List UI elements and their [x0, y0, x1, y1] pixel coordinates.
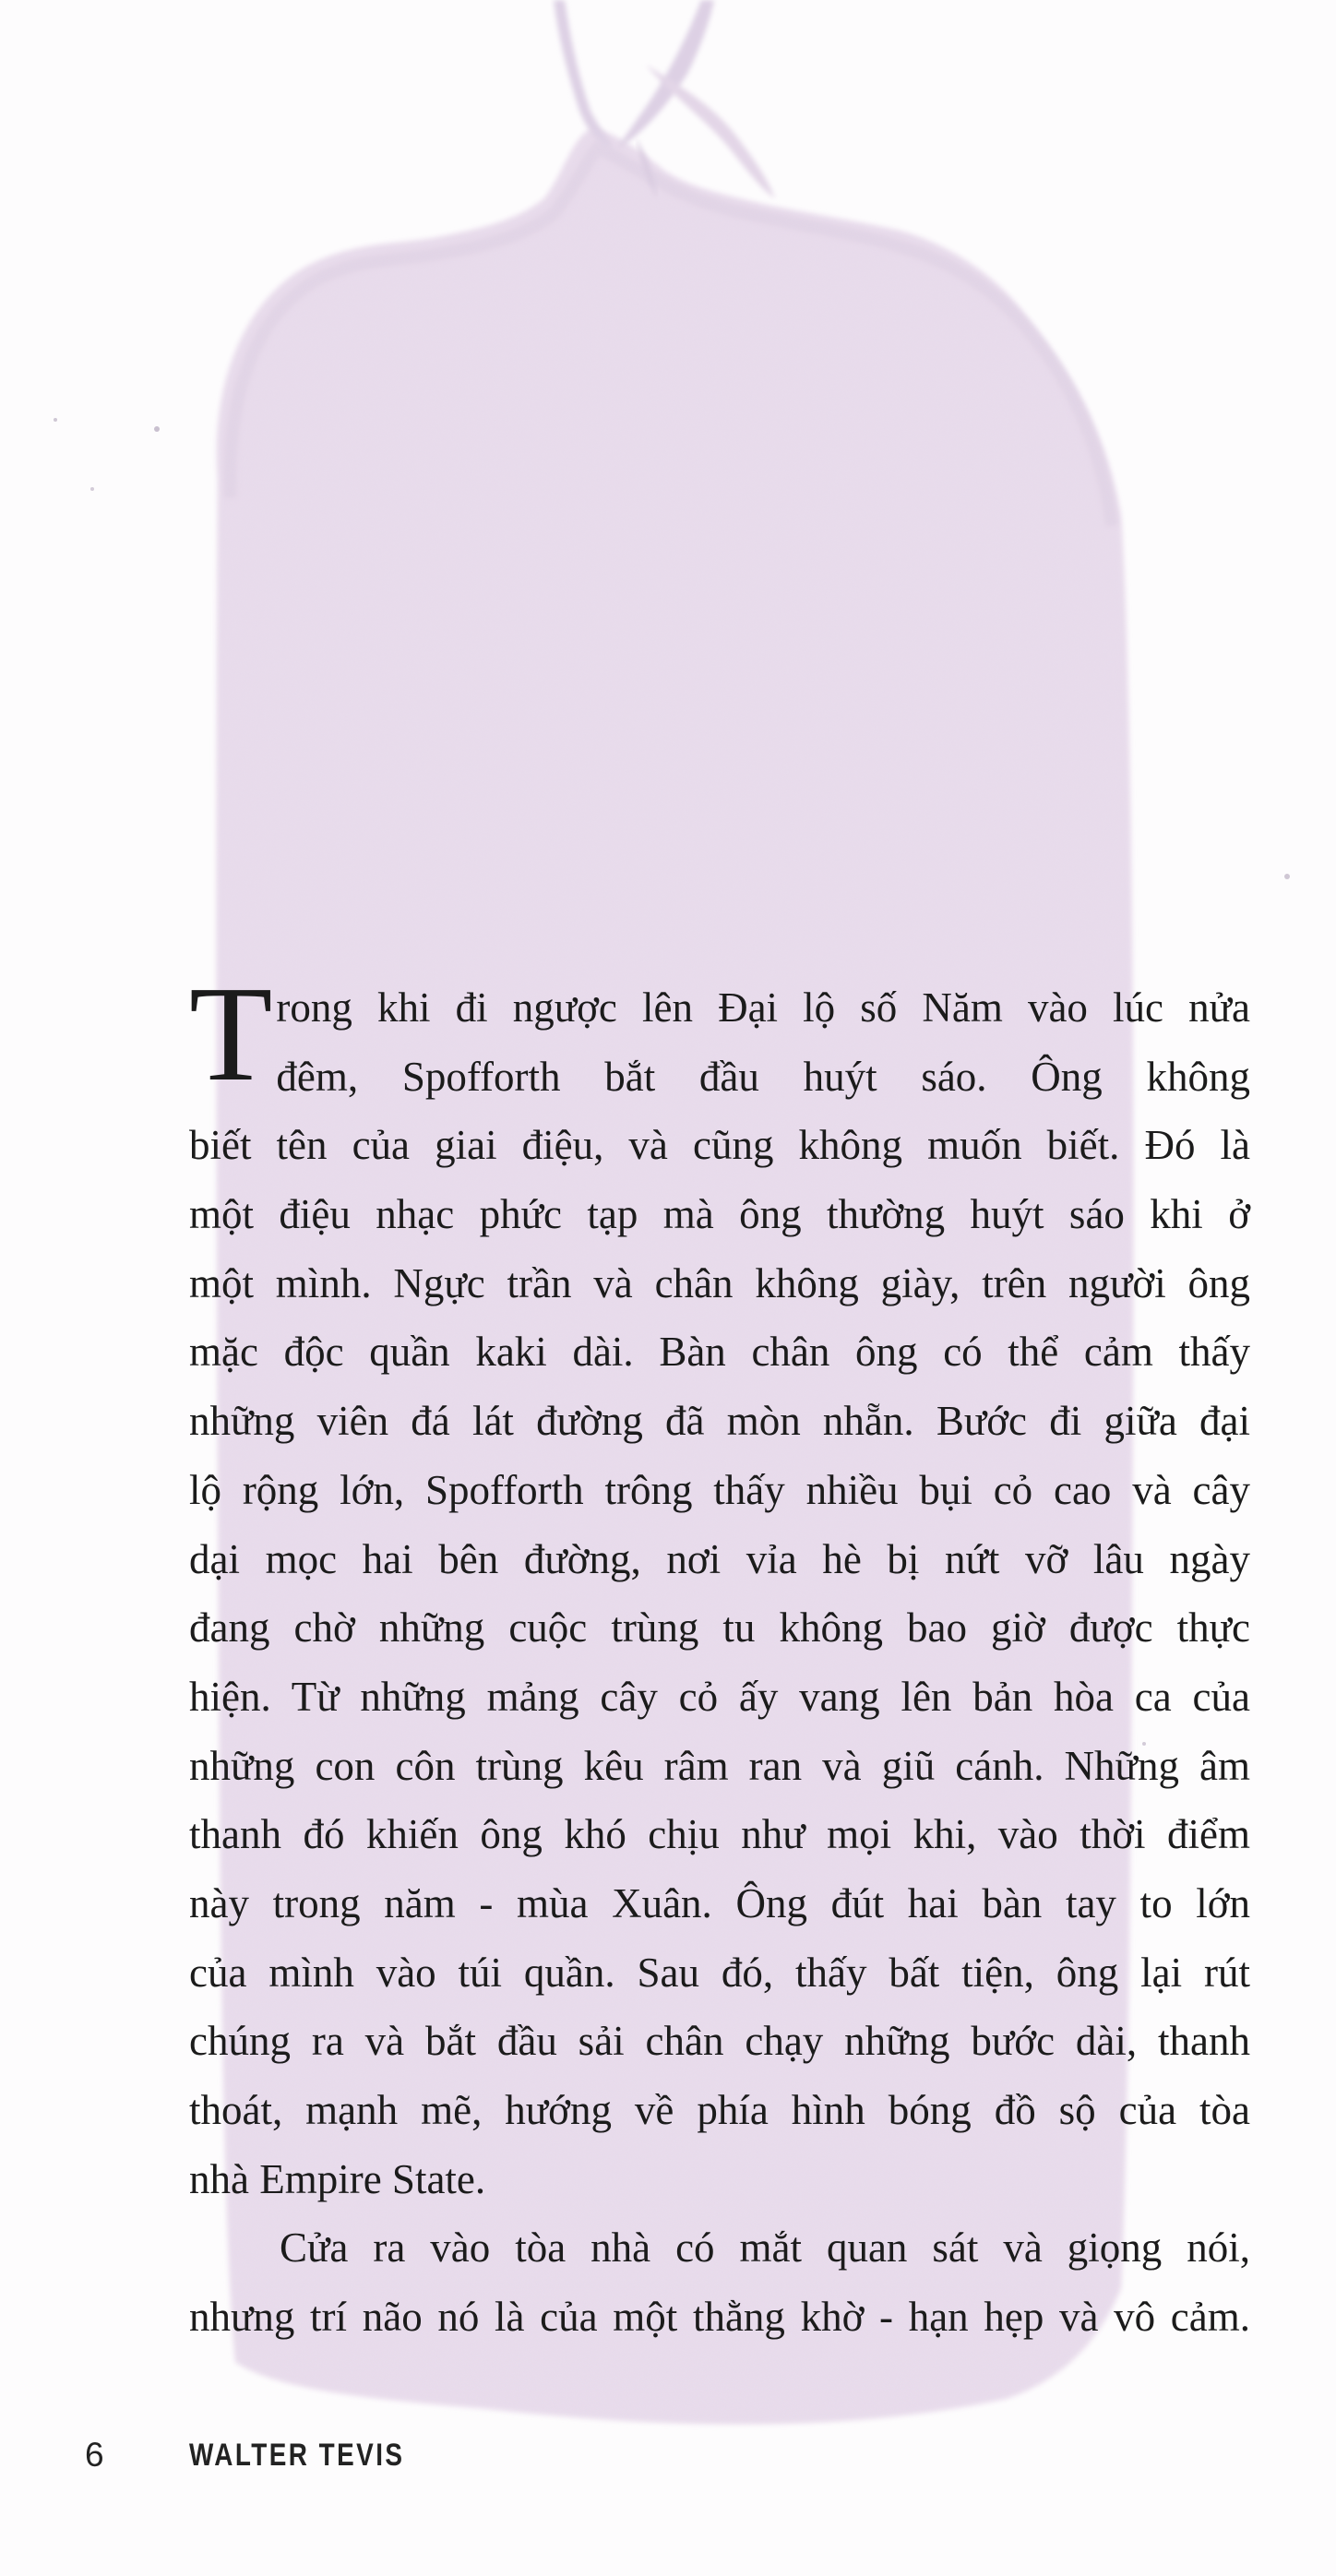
text-line: đêm, Spofforth bắt đầu huýt sáo. Ông không [276, 1053, 1250, 1100]
text-line: những viên đá lát đường đã mòn nhẵn. Bước đi giữa đại [189, 1398, 1250, 1445]
drop-cap: T [189, 959, 273, 1110]
paragraph-2 [189, 2213, 1250, 2351]
text-line: biết tên của giai điệu, và cũng không muốn biết. Đó là [189, 1122, 1250, 1169]
text-line: thanh đó khiến ông khó chịu như mọi khi, vào thời điểm [189, 1811, 1250, 1858]
running-head-author: WALTER TEVIS [189, 2438, 405, 2473]
text-line: những con côn trùng kêu râm ran và giũ cánh. Những âm [189, 1742, 1250, 1789]
text-line: thoát, mạnh mẽ, hướng về phía hình bóng đồ sộ của tòa [189, 2087, 1250, 2134]
body-text [189, 959, 1250, 2352]
text-line: dại mọc hai bên đường, nơi vỉa hè bị nứt vỡ lâu ngày [189, 1535, 1250, 1582]
text-line: mặc độc quần kaki dài. Bàn chân ông có thể cảm thấy [189, 1329, 1250, 1376]
text-line: của mình vào túi quần. Sau đó, thấy bất tiện, ông lại rút [189, 1949, 1250, 1996]
text-line: này trong năm - mùa Xuân. Ông đút hai bàn tay to lớn [189, 1879, 1250, 1926]
text-line: một mình. Ngực trần và chân không giày, trên người ông [189, 1259, 1250, 1306]
text-line: chúng ra và bắt đầu sải chân chạy những bước dài, thanh [189, 2018, 1250, 2065]
watercolor-drip-right [616, 0, 714, 149]
opening-lines [189, 959, 1250, 1111]
page-number: 6 [85, 2436, 104, 2474]
page-footer [0, 2436, 1336, 2482]
text-line: hiện. Từ những mảng cây cỏ ấy vang lên bản hòa ca của [189, 1673, 1250, 1720]
text-line: nhưng trí não nó là của một thằng khờ - hạn hẹp và vô cảm. [189, 2294, 1250, 2341]
text-line: rong khi đi ngược lên Đại lộ số Năm vào lúc nửa [276, 984, 1250, 1031]
text-line: nhà Empire State. [189, 2155, 486, 2202]
text-line: lộ rộng lớn, Spofforth trông thấy nhiều bụi cỏ cao và cây [189, 1466, 1250, 1513]
text-line: Cửa ra vào tòa nhà có mắt quan sát và giọng nói, [280, 2224, 1250, 2272]
text-line: đang chờ những cuộc trùng tu không bao giờ được thực [189, 1604, 1250, 1652]
text-line: một điệu nhạc phức tạp mà ông thường huýt sáo khi ở [189, 1191, 1250, 1238]
watercolor-drip-left [554, 0, 614, 148]
paragraph-1 [189, 959, 1250, 2213]
